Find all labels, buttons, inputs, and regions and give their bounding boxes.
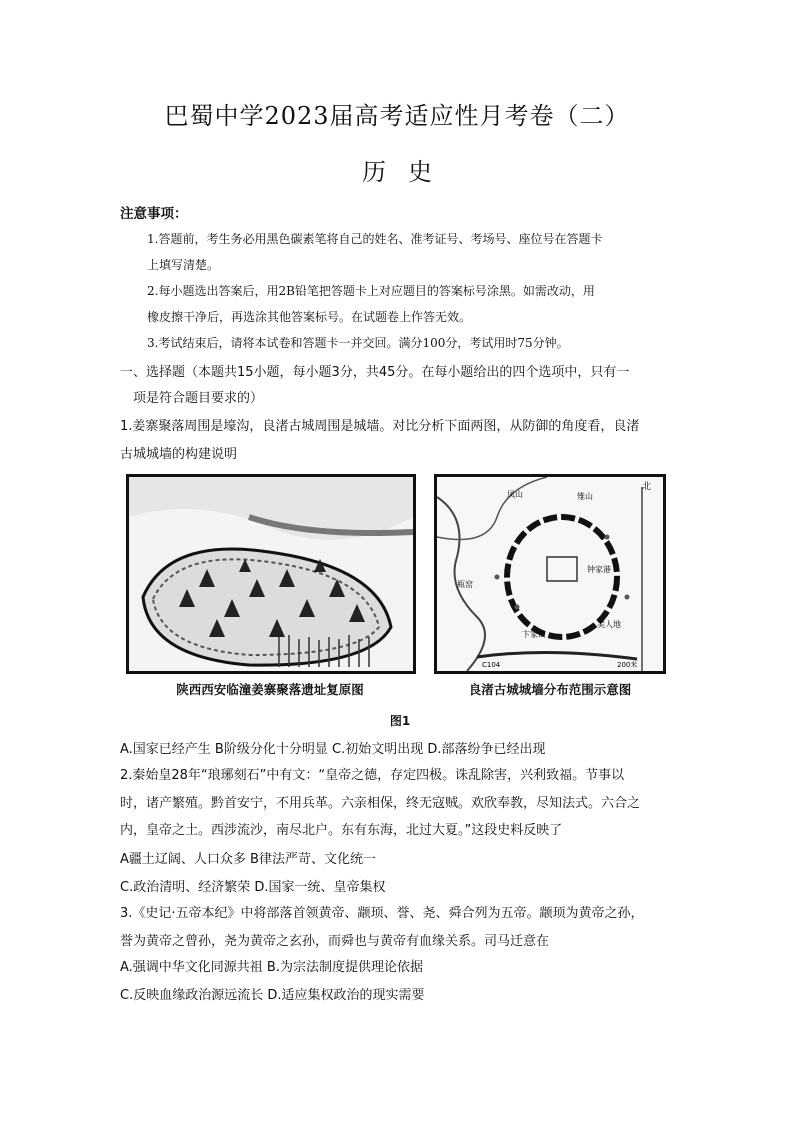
figure-left-caption: 陕西西安临潼姜寨聚落遗址复原图	[176, 682, 364, 697]
question-2-options-cd: C.政治清明、经济繁荣 D.国家一统、皇帝集权	[120, 880, 386, 895]
map-label-bianjiashan: 卞家山	[522, 630, 546, 639]
figure-right-caption: 良渚古城城墙分布范围示意图	[468, 682, 632, 697]
question-3-options-ab: A.强调中华文化同源共祖 B.为宗法制度提供理论依据	[120, 960, 423, 975]
question-3-stem: 3.《史记·五帝本纪》中将部落首领黄帝、颛顼、誉、尧、舜合列为五帝。颛顼为黄帝之孙， 誉为黄帝之曾孙，尧为黄帝之玄孙，而舜也与黄帝有血缘关系。司马迁意在	[120, 906, 644, 949]
map-label-zhishan: 雉山	[577, 492, 593, 501]
notice-item-2: 2.每小题选出答案后，用2B铅笔把答题卡上对应题目的答案标号涂黑。如需改动，用 橡皮擦干净后，再选涂其他答案标号。在试题卷上作答无效。	[147, 284, 595, 324]
map-label-fengshan: 凤山	[507, 490, 523, 499]
question-1-stem: 1.姜寨聚落周围是壕沟，良渚古城周围是城墙。对比分析下面两图，从防御的角度看，良渚 古城城墙的构建说明	[120, 419, 640, 462]
map-north-label: 北	[642, 482, 652, 492]
map-label-meirendi: 美人地	[597, 620, 621, 629]
question-2-options-ab: A疆土辽阔、人口众多 B律法严苛、文化统一	[120, 852, 376, 867]
notice-heading: 注意事项：	[120, 206, 188, 222]
question-1-options: A.国家已经产生 B阶级分化十分明显 C.初始文明出现 D.部落纷争已经出现	[120, 742, 546, 757]
map-label-pingyao: 瓶窑	[457, 580, 473, 589]
exam-subject: 历史	[362, 158, 454, 186]
figure-number: 图1	[389, 714, 411, 728]
notice-item-3: 3.考试结束后，请将本试卷和答题卡一并交回。满分100分，考试用时75分钟。	[147, 336, 569, 350]
figure-1	[120, 474, 680, 726]
map-label-zhongjiagang: 钟家港	[587, 565, 611, 574]
liangzhu-wall-map-image	[434, 474, 666, 674]
notice-block	[120, 226, 680, 356]
section-heading: 一、选择题（本题共15小题，每小题3分，共45分。在每小题给出的四个选项中，只有一 项是符合题目要求的）	[120, 365, 630, 406]
map-scale-label: 200米	[617, 661, 638, 669]
jiangzhai-settlement-image	[126, 474, 416, 674]
exam-title: 巴蜀中学2023届高考适应性月考卷（二）	[164, 102, 630, 130]
map-label-road: C104	[482, 661, 501, 669]
question-2-stem: 2.秦始皇28年“琅琊刻石”中有文：“皇帝之德，存定四极。诛乱除害，兴利致福。节事以 时，诸产繁殖。黔首安宁，不用兵革。六亲相保，终无寇贼。欢欣奉教，尽知法式。六合之 内，皇帝之土。西涉流沙，南尽北户。东有东海，北过大夏。”这段史料反映了	[120, 768, 641, 838]
notice-item-1: 1.答题前，考生务必用黑色碳素笔将自己的姓名、准考证号、考场号、座位号在答题卡 上填写清楚。	[147, 232, 603, 272]
question-3-options-cd: C.反映血缘政治源远流长 D.适应集权政治的现实需要	[120, 988, 425, 1003]
